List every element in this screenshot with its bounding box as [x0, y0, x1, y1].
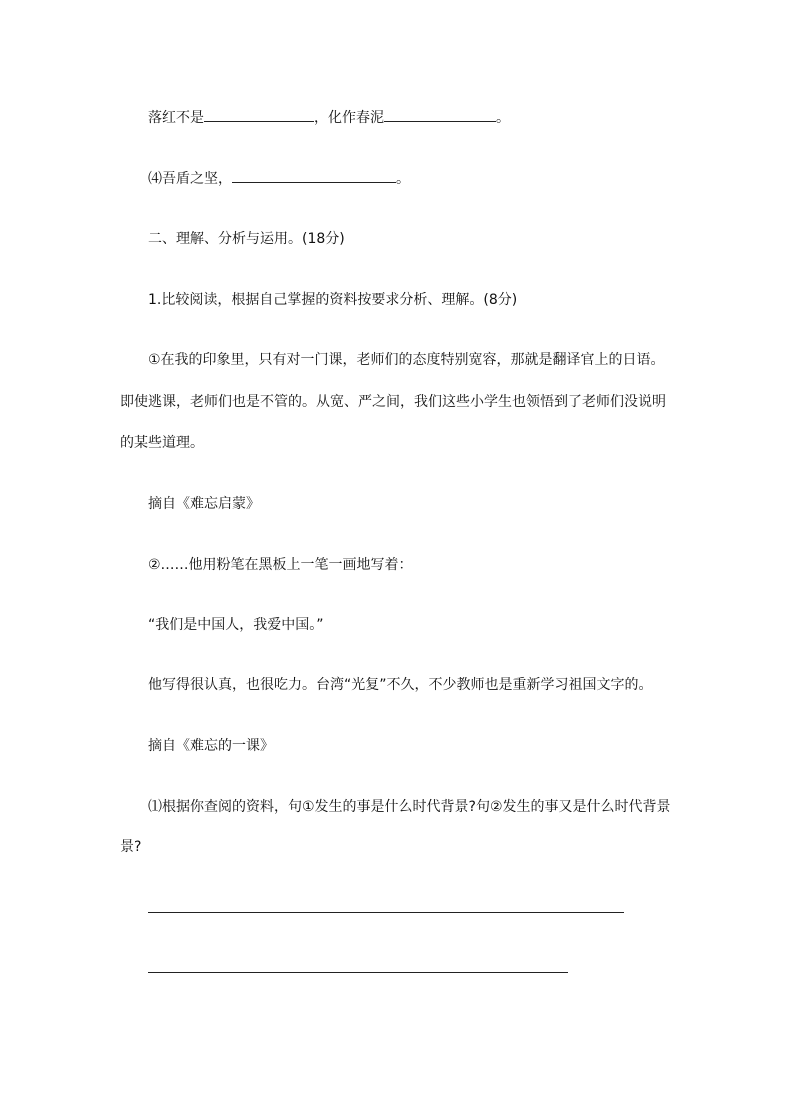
answer-line-1[interactable]	[148, 912, 624, 913]
poem-line-1	[148, 107, 510, 128]
question-1: 1.比较阅读，根据自己掌握的资料按要求分析、理解。(8分)	[148, 292, 518, 308]
passage-1-line-2: 即使逃课，老师们也是不管的。从宽、严之间，我们这些小学生也领悟到了老师们没说明	[120, 394, 666, 410]
answer-line-2[interactable]	[148, 972, 568, 973]
answer-blank-1[interactable]	[204, 107, 314, 122]
passage-2-line-2: “我们是中国人，我爱中国。”	[148, 617, 324, 633]
passage-2-source: 摘自《难忘的一课》	[148, 738, 274, 754]
answer-blank-3[interactable]	[232, 168, 396, 183]
answer-blank-2[interactable]	[384, 107, 496, 122]
passage-2-line-1: ②……他用粉笔在黑板上一笔一画地写着：	[148, 557, 413, 573]
poem-line-2-part-a: ⑷吾盾之坚，	[148, 171, 232, 187]
poem-line-1-part-c: 。	[496, 110, 510, 126]
poem-line-1-part-a: 落红不是	[148, 110, 204, 126]
section-heading: 二、理解、分析与运用。(18分)	[148, 231, 345, 247]
passage-1-source: 摘自《难忘启蒙》	[148, 496, 260, 512]
passage-2-line-3: 他写得很认真，也很吃力。台湾“光复”不久，不少教师也是重新学习祖国文字的。	[148, 677, 653, 693]
poem-line-2-part-b: 。	[396, 171, 410, 187]
poem-line-1-part-b: ，化作春泥	[314, 110, 384, 126]
passage-1-line-1: ①在我的印象里，只有对一门课，老师们的态度特别宽容，那就是翻译官上的日语。	[148, 352, 665, 368]
poem-line-2	[148, 168, 410, 189]
sub-question-1-line-1: ⑴根据你查阅的资料，句①发生的事是什么时代背景?句②发生的事又是什么时代背景	[148, 799, 671, 815]
passage-1-line-3: 的某些道理。	[120, 435, 204, 451]
sub-question-1-line-2: 景?	[120, 839, 142, 855]
